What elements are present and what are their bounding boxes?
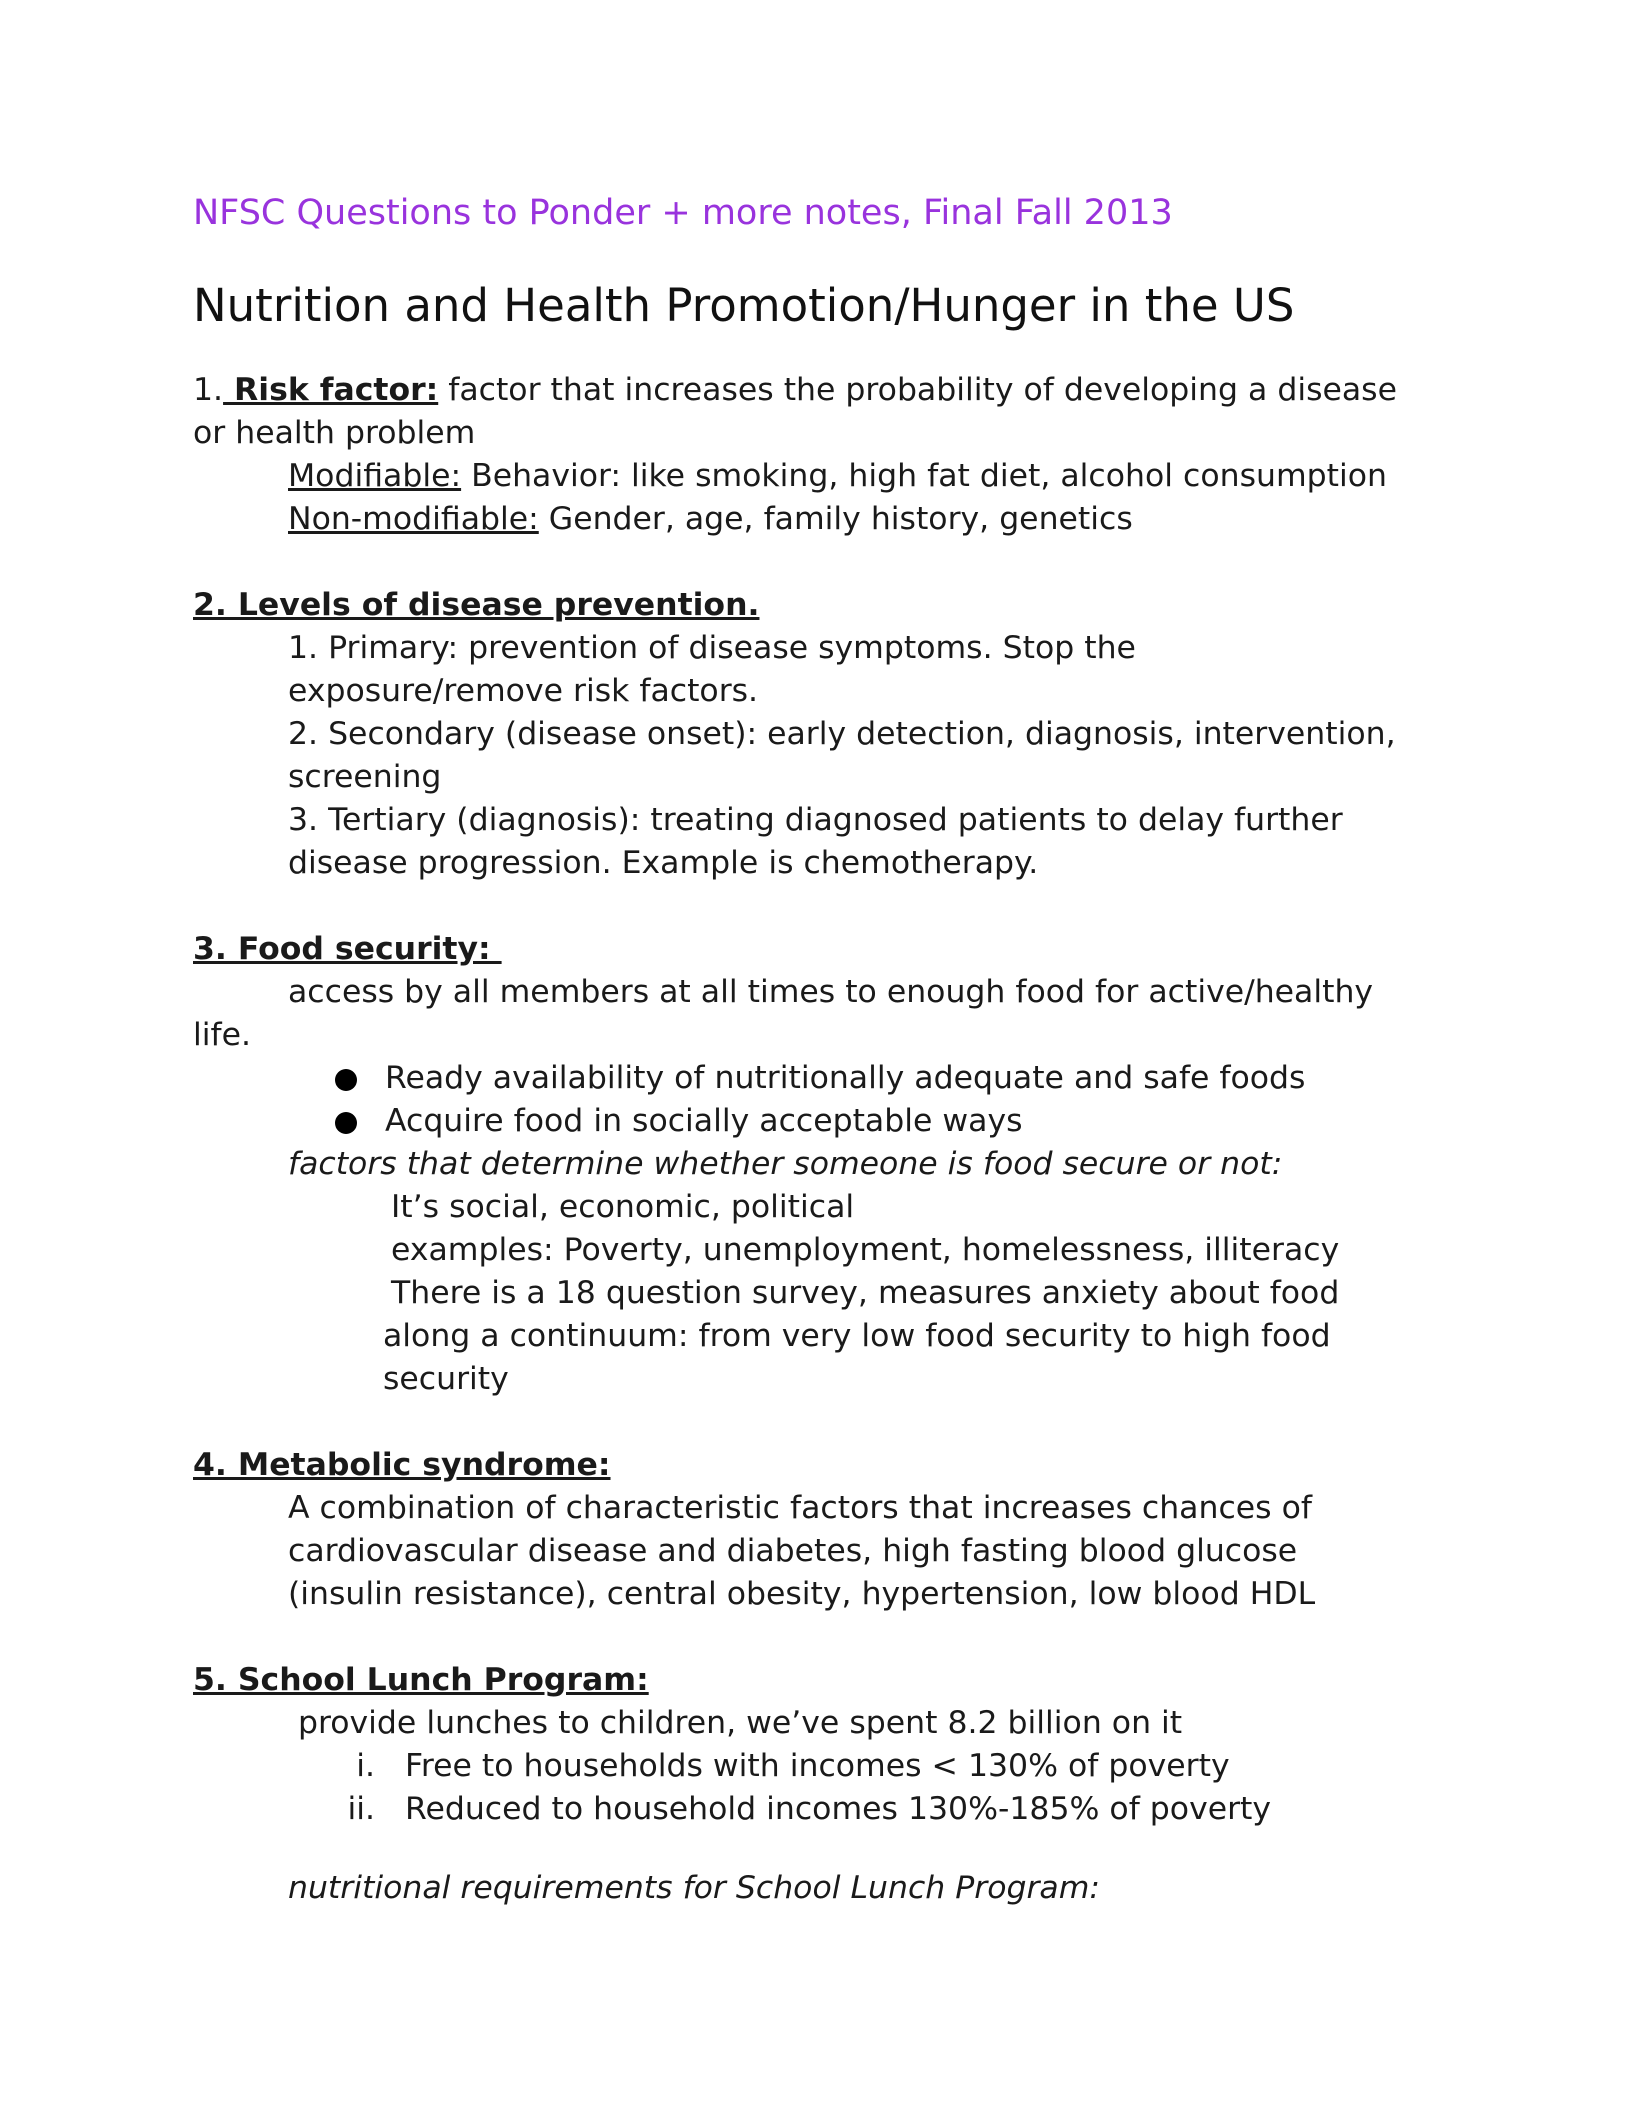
q4-line: A combination of characteristic factors that increases chances of (288, 1490, 1312, 1526)
q5-item-number: i. (356, 1748, 375, 1784)
q5-list-item (193, 1745, 1453, 1788)
question-1 (193, 369, 1453, 541)
q1-modifiable-label: Modifiable: (288, 458, 462, 494)
q1-definition-line (193, 369, 1453, 412)
q2-line: 1. Primary: prevention of disease symptoms. Stop the (288, 630, 1136, 666)
q3-factor-line: examples: Poverty, unemployment, homelessness, illiteracy (391, 1232, 1340, 1268)
q3-bullet-item (193, 1057, 1453, 1100)
q5-list-item (193, 1788, 1453, 1831)
q1-modifiable-line (193, 455, 1453, 498)
q2-line: disease progression. Example is chemotherapy. (288, 845, 1039, 881)
q1-term: Risk factor: (223, 372, 439, 408)
q3-bullet-item (193, 1100, 1453, 1143)
question-3 (193, 928, 1453, 1401)
q1-nonmodifiable-text: Gender, age, family history, genetics (538, 501, 1133, 537)
q4-heading: 4. Metabolic syndrome: (193, 1447, 611, 1483)
question-2 (193, 584, 1453, 885)
q3-definition: access by all members at all times to enough food for active/healthy (288, 974, 1374, 1010)
q3-bullet-text: Acquire food in socially acceptable ways (385, 1103, 1023, 1139)
q4-line: (insulin resistance), central obesity, hypertension, low blood HDL (288, 1576, 1316, 1612)
q5-requirements-label: nutritional requirements for School Lunch Program: (288, 1870, 1101, 1906)
document-title: NFSC Questions to Ponder + more notes, Final Fall 2013 (193, 193, 1173, 233)
q3-factor-line: security (383, 1361, 509, 1397)
q1-number: 1. (193, 372, 224, 408)
q3-definition-cont: life. (193, 1017, 251, 1053)
q2-line: exposure/remove risk factors. (288, 673, 759, 709)
q2-heading: 2. Levels of disease prevention. (193, 587, 760, 623)
q5-heading: 5. School Lunch Program: (193, 1662, 649, 1698)
bullet-icon (335, 1112, 357, 1134)
q2-line: 2. Secondary (disease onset): early detection, diagnosis, intervention, (288, 716, 1396, 752)
q5-intro: provide lunches to children, we’ve spent 8.2 billion on it (288, 1705, 1183, 1741)
q4-line: cardiovascular disease and diabetes, high fasting blood glucose (288, 1533, 1298, 1569)
q3-factor-line: along a continuum: from very low food security to high food (383, 1318, 1331, 1354)
bullet-icon (335, 1069, 357, 1091)
question-5 (193, 1659, 1453, 1910)
q5-item-number: ii. (347, 1791, 375, 1827)
q3-heading: 3. Food security: (193, 931, 502, 967)
question-4 (193, 1444, 1453, 1616)
q3-factor-line: There is a 18 question survey, measures anxiety about food (391, 1275, 1340, 1311)
q3-bullet-text: Ready availability of nutritionally adequate and safe foods (385, 1060, 1306, 1096)
q3-factor-line: It’s social, economic, political (391, 1189, 855, 1225)
q2-line: 3. Tertiary (diagnosis): treating diagnosed patients to delay further (288, 802, 1343, 838)
q1-definition: factor that increases the probability of developing a disease (438, 372, 1397, 408)
q1-modifiable-text: Behavior: like smoking, high fat diet, alcohol consumption (461, 458, 1387, 494)
q1-nonmodifiable-line (193, 498, 1453, 541)
section-heading: Nutrition and Health Promotion/Hunger in the US (193, 279, 1295, 332)
q5-item-text: Free to households with incomes < 130% of poverty (405, 1748, 1230, 1784)
q1-nonmodifiable-label: Non-modifiable: (288, 501, 539, 537)
q1-definition-cont: or health problem (193, 415, 476, 451)
document-page (193, 190, 1453, 1910)
q5-item-text: Reduced to household incomes 130%-185% of poverty (405, 1791, 1272, 1827)
q3-factors-label: factors that determine whether someone is food secure or not: (288, 1146, 1283, 1182)
q2-line: screening (288, 759, 442, 795)
